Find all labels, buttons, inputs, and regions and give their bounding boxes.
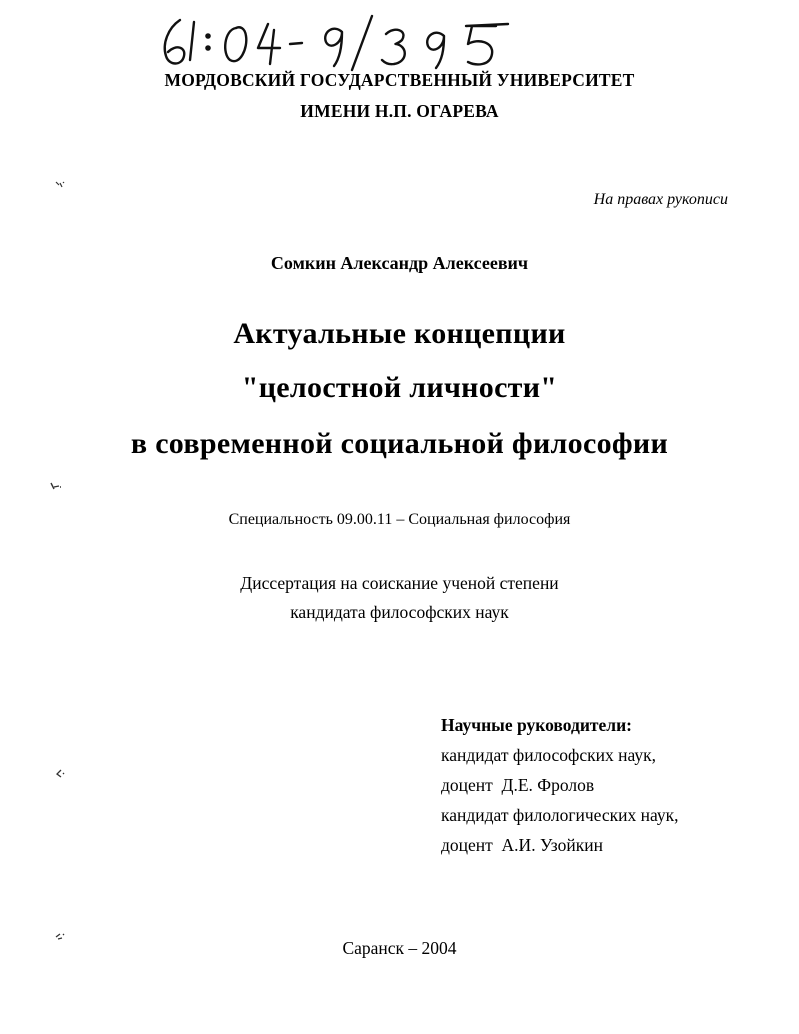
dissertation-title-line3: в современной социальной философии (130, 427, 669, 460)
scientific-advisors-block (441, 710, 679, 860)
scan-speck (54, 932, 66, 942)
author-name: Сомкин Александр Алексеевич (270, 253, 529, 273)
scan-speck (54, 180, 66, 190)
dissertation-title-line1: Актуальные концепции (233, 317, 566, 350)
dissertation-degree-line1: Диссертация на соискание ученой степени (240, 573, 559, 593)
handwritten-number-drawing (150, 10, 530, 74)
scan-speck (55, 769, 67, 779)
university-name-line2: ИМЕНИ Н.П. ОГАРЕВА (300, 101, 499, 121)
advisors-heading: Научные руководители: (441, 715, 633, 735)
handwritten-catalog-number (150, 10, 530, 74)
advisor-line: доцент Д.Е. Фролов (441, 775, 595, 795)
advisor-line: кандидат философских наук, (441, 745, 656, 765)
dissertation-title-line2: "целостной личности" (241, 371, 558, 404)
manuscript-rights-note: На правах рукописи (593, 191, 728, 208)
city-year-footer: Саранск – 2004 (342, 938, 457, 958)
advisor-line: кандидат филологических наук, (441, 805, 679, 825)
advisor-line: доцент А.И. Узойкин (441, 835, 603, 855)
university-name-line1: МОРДОВСКИЙ ГОСУДАРСТВЕННЫЙ УНИВЕРСИТЕТ (164, 70, 635, 90)
scan-speck (50, 481, 62, 491)
specialty-line: Специальность 09.00.11 – Социальная философия (228, 511, 571, 528)
dissertation-degree-line2: кандидата философских наук (290, 602, 509, 622)
